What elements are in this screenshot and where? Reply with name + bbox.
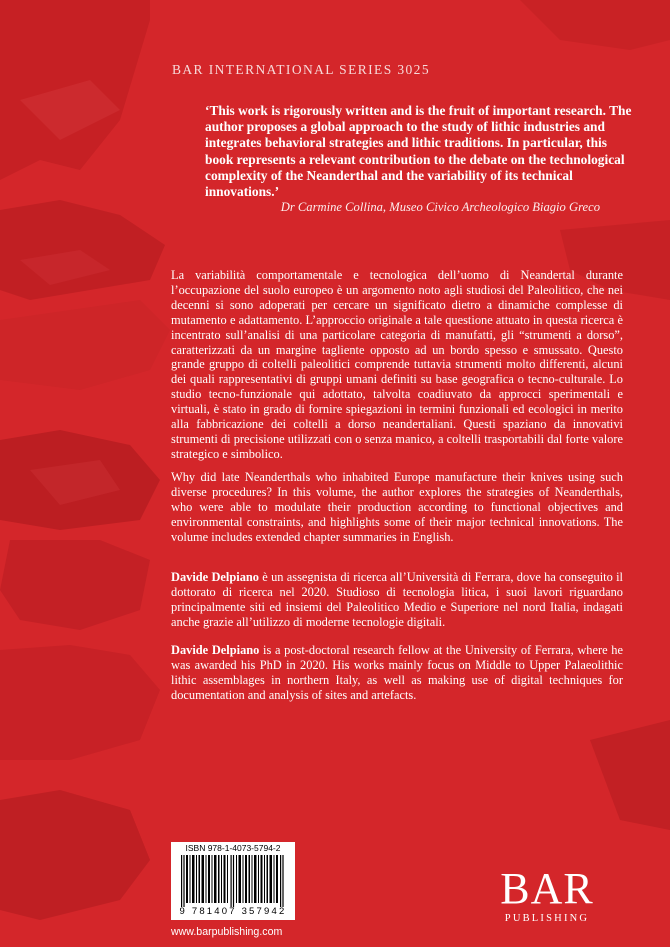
- barcode-bars: [179, 855, 287, 907]
- author-name: Davide Delpiano: [171, 570, 259, 584]
- description-english: Why did late Neanderthals who inhabited Europe manufacture their knives using such diverse procedures? In this volume, the author explores the strategies of Neanderthals, who were able to modulate their production according to functional objectives and environmental constraints, and highlights some of their major technical innovations. The volume includes extended chapter summaries in English.: [171, 470, 623, 544]
- description-italian: La variabilità comportamentale e tecnologica dell’uomo di Neandertal durante l’occupazione del suolo europeo è un argomento noto agli studiosi del Paleolitico, che nei decenni si sono adoperati per cercare un significato dietro a dinamiche complesse di mutamento e adattamento. L’approccio originale a tale questione attuato in questa ricerca è incentrato sull’analisi di una particolare categoria di manufatti, gli “strumenti a dorso”, caratterizzati da un margine tagliente opposto ad un bordo spesso e smussato. Questo grande gruppo di coltelli paleolitici comprende tuttavia strumenti molto differenti, alcuni dei quali rappresentativi di gruppi umani definiti su base geografica o tecno-culturale. Lo studio tecno-funzionale qui adottato, talvolta coadiuvato da approcci sperimentali e virtuali, è stato in grado di fornire spiegazioni in termini funzionali ed ecologici in merito alla fabbricazione dei coltelli a dorso neandertaliani. Questi spaziano da innovativi strumenti di precisione utilizzati con o senza manico, a coltelli trasportabili dal forte valore strategico e simbolico.: [171, 268, 623, 461]
- publisher-website[interactable]: www.barpublishing.com: [171, 926, 283, 938]
- endorsement-quote: ‘This work is rigorously written and is the fruit of important research. The author proposes a global approach to the study of lithic industries and integrates behavioral strategies and lithic traditions. In particular, this book represents a relevant contribution to the debate on the technological complexity of the Neanderthal and the variability of its technical innovations.’: [205, 103, 632, 200]
- bar-publishing-logo: [497, 864, 597, 924]
- isbn-label: ISBN 978-1-4073-5794-2: [185, 843, 281, 853]
- logo-main-text: BAR: [500, 864, 594, 913]
- logo-sub-text: PUBLISHING: [504, 913, 590, 924]
- author-bio-english: [171, 643, 623, 703]
- quote-attribution: Dr Carmine Collina, Museo Civico Archeologico Biagio Greco: [280, 200, 600, 214]
- author-bio-italian: [171, 570, 623, 630]
- author-name-en: Davide Delpiano: [171, 643, 260, 657]
- isbn-barcode: [171, 842, 295, 920]
- author-bio-italian-text: è un assegnista di ricerca all’Università di Ferrara, dove ha conseguito il dottorato di ricerca nel 2020. Studioso di tecnologia litica, i suoi lavori riguardano principalmente siti ed insiemi del Paleolitico Medio e Superiore nel nord Italia, indagati anche grazie all’utilizzo di moderne tecnologie digitali.: [171, 570, 624, 629]
- barcode-number: 9 781407 357942: [179, 906, 287, 917]
- series-title: BAR INTERNATIONAL SERIES 3025: [172, 62, 430, 77]
- author-bio-english-text: is a post-doctoral research fellow at the University of Ferrara, where he was awarded his PhD in 2020. His works mainly focus on Middle to Upper Palaeolithic lithic assemblages in northern Italy, as well as making use of digital techniques for documentation and analysis of sites and artefacts.: [171, 643, 623, 702]
